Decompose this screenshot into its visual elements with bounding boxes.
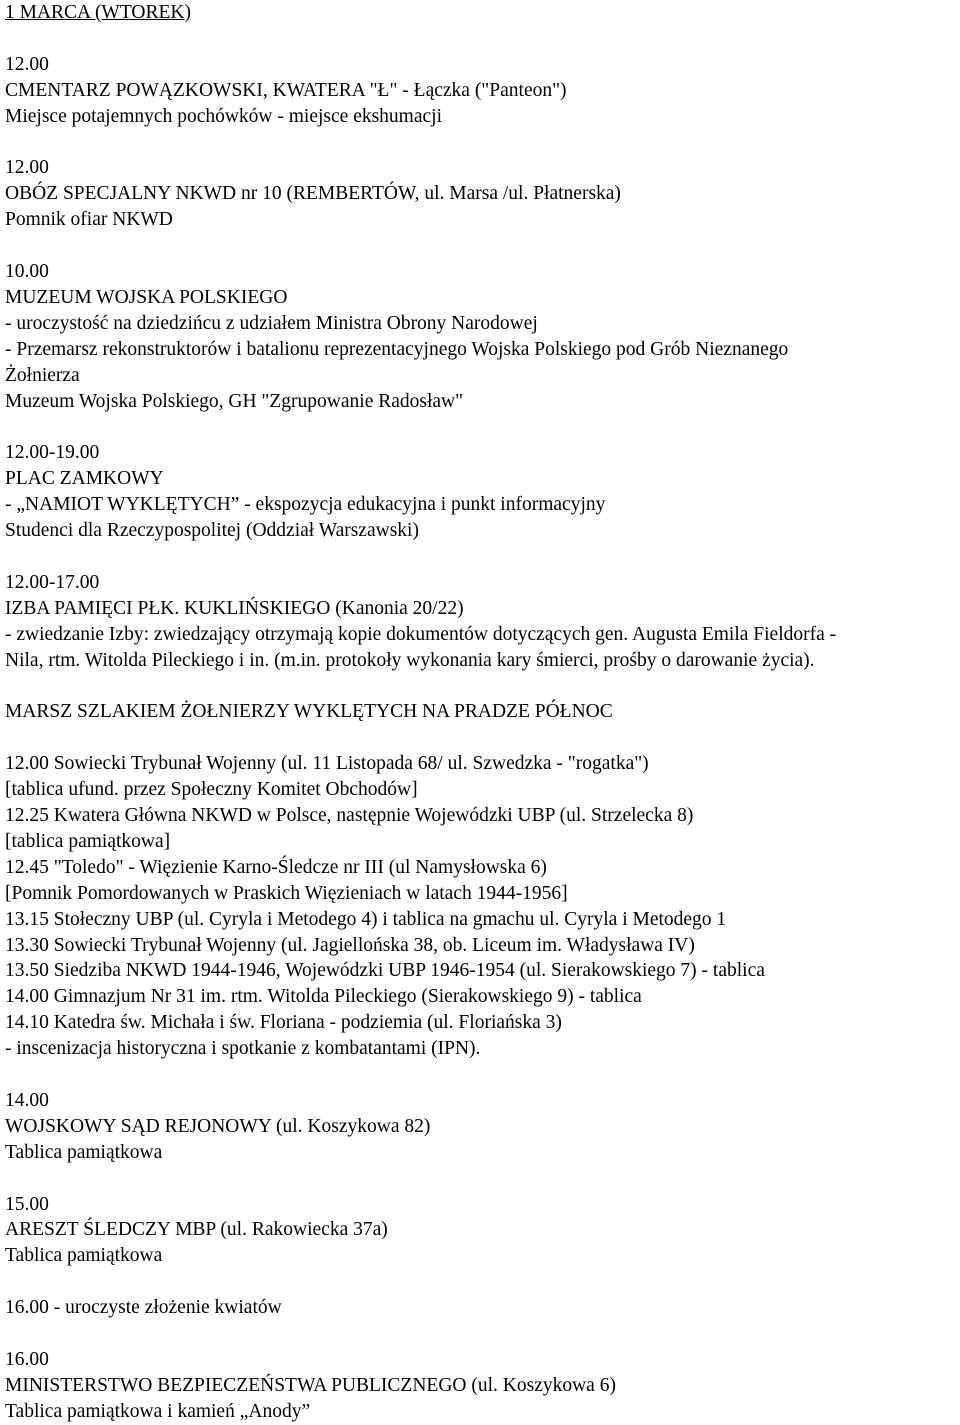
event-block [5,155,954,233]
event-text-line: WOJSKOWY SĄD REJONOWY (ul. Koszykowa 82) [5,1115,431,1137]
event-text-line: - zwiedzanie Izby: zwiedzający otrzymają kopie dokumentów dotyczących gen. Augusta Emila Fieldorfa - [5,623,837,645]
event-text-line: PLAC ZAMKOWY [5,468,164,490]
spacer [5,544,954,570]
event-text-line: Tablica pamiątkowa [5,1245,163,1267]
event-text-line: 13.15 Stołeczny UBP (ul. Cyryla i Metodego 4) i tablica na gmachu ul. Cyryla i Metodego 1 [5,908,727,930]
spacer [5,26,954,52]
event-text-line: Studenci dla Rzeczypospolitej (Oddział Warszawski) [5,520,419,542]
event-block [5,751,954,1062]
spacer [5,1166,954,1192]
event-text-line: OBÓZ SPECJALNY NKWD nr 10 (REMBERTÓW, ul. Marsa /ul. Płatnerska) [5,183,621,205]
event-text-line: Miejsce potajemnych pochówków - miejsce ekshumacji [5,105,442,127]
spacer [5,233,954,259]
event-text-line: MINISTERSTWO BEZPIECZEŃSTWA PUBLICZNEGO (ul. Koszykowa 6) [5,1374,616,1396]
event-text-line: Nila, rtm. Witolda Pileckiego i in. (m.in. protokoły wykonania kary śmierci, prośby o darowanie życia). [5,649,815,671]
event-text-line: MUZEUM WOJSKA POLSKIEGO [5,286,288,308]
spacer [5,1269,954,1295]
event-text-line: 14.10 Katedra św. Michała i św. Floriana - podziemia (ul. Floriańska 3) [5,1012,562,1034]
event-block [5,259,954,414]
event-time-line: 14.00 [5,1089,49,1111]
event-list [5,52,954,1425]
event-block [5,440,954,544]
event-text-line: 12.25 Kwatera Główna NKWD w Polsce, następnie Wojewódzki UBP (ul. Strzelecka 8) [5,804,694,826]
spacer [5,1062,954,1088]
spacer [5,414,954,440]
event-block [5,1088,954,1166]
event-block [5,1347,954,1425]
event-text-line: [tablica pamiątkowa] [5,830,171,852]
event-time-line: 15.00 [5,1193,49,1215]
spacer [5,673,954,699]
event-time-line: 12.00-19.00 [5,442,100,464]
spacer [5,1321,954,1347]
event-text-line: 12.45 "Toledo" - Więzienie Karno-Śledcze nr III (ul Namysłowska 6) [5,856,547,878]
event-text-line: [tablica ufund. przez Społeczny Komitet Obchodów] [5,779,418,801]
event-time-line: 16.00 [5,1348,49,1370]
spacer [5,130,954,156]
event-time-line: MARSZ SZLAKIEM ŻOŁNIERZY WYKLĘTYCH NA PRADZE PÓŁNOC [5,701,613,723]
event-block [5,570,954,674]
event-text-line: IZBA PAMIĘCI PŁK. KUKLIŃSKIEGO (Kanonia 20/22) [5,597,464,619]
event-text-line: - inscenizacja historyczna i spotkanie z kombatantami (IPN). [5,1038,481,1060]
event-text-line: Tablica pamiątkowa [5,1141,163,1163]
date-heading: 1 MARCA (WTOREK) [5,2,191,23]
event-time-line: 12.00 Sowiecki Trybunał Wojenny (ul. 11 Listopada 68/ ul. Szwedzka - "rogatka") [5,753,649,775]
event-text-line: - uroczystość na dziedzińcu z udziałem Ministra Obrony Narodowej [5,312,538,334]
event-text-line: 14.00 Gimnazjum Nr 31 im. rtm. Witolda Pileckiego (Sierakowskiego 9) - tablica [5,986,642,1008]
event-block [5,699,954,725]
event-text-line: Pomnik ofiar NKWD [5,209,173,231]
event-text-line: Muzeum Wojska Polskiego, GH "Zgrupowanie Radosław" [5,390,464,412]
event-text-line: - „NAMIOT WYKLĘTYCH” - ekspozycja edukacyjna i punkt informacyjny [5,494,606,516]
document-page [5,0,954,1425]
event-text-line: ARESZT ŚLEDCZY MBP (ul. Rakowiecka 37a) [5,1219,388,1241]
event-text-line: 13.50 Siedziba NKWD 1944-1946, Wojewódzki UBP 1946-1954 (ul. Sierakowskiego 7) - tablica [5,960,765,982]
event-text-line: - Przemarsz rekonstruktorów i batalionu reprezentacyjnego Wojska Polskiego pod Grób Nieznanego [5,338,789,360]
event-text-line: 13.30 Sowiecki Trybunał Wojenny (ul. Jagiellońska 38, ob. Liceum im. Władysława IV) [5,934,695,956]
event-time-line: 12.00 [5,157,49,179]
event-block [5,1295,954,1321]
event-time-line: 10.00 [5,261,49,283]
event-time-line: 12.00 [5,53,49,75]
event-text-line: [Pomnik Pomordowanych w Praskich Więzieniach w latach 1944-1956] [5,882,568,904]
event-time-line: 16.00 - uroczyste złożenie kwiatów [5,1297,282,1319]
event-time-line: 12.00-17.00 [5,571,100,593]
event-text-line: Żołnierza [5,364,80,386]
event-block [5,1192,954,1270]
event-text-line: CMENTARZ POWĄZKOWSKI, KWATERA "Ł" - Łączka ("Panteon") [5,79,567,101]
event-block [5,52,954,130]
spacer [5,725,954,751]
event-text-line: Tablica pamiątkowa i kamień „Anody” [5,1400,311,1422]
